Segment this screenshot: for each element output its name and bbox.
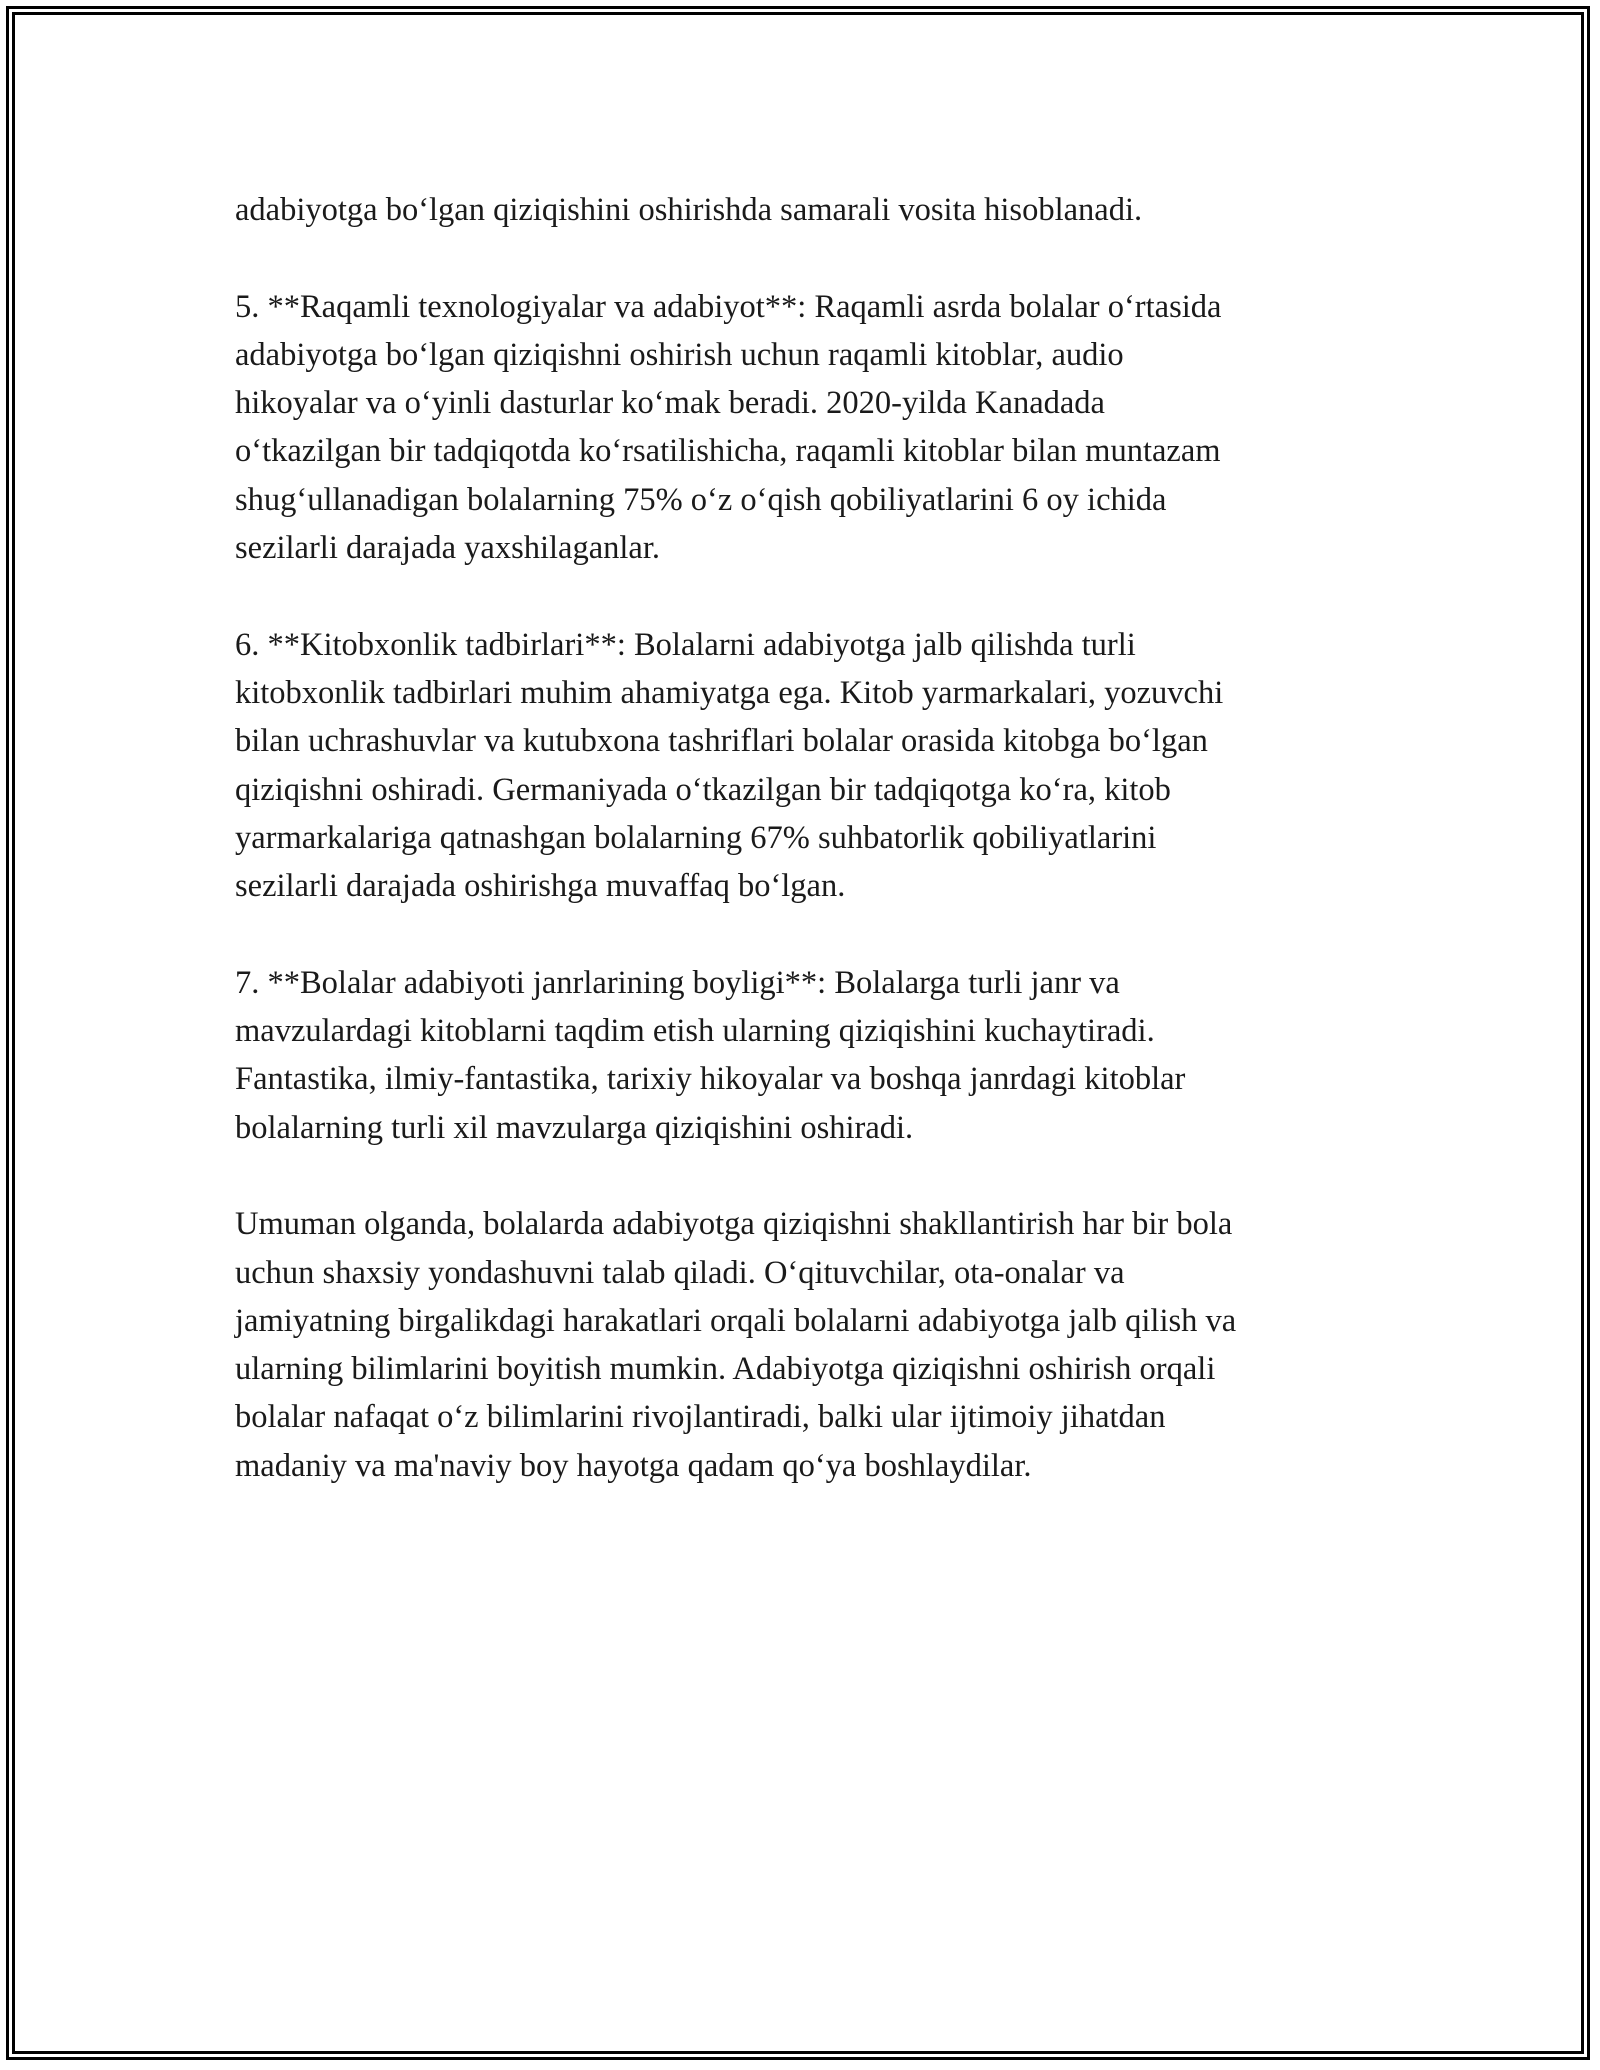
text-line: madaniy va ma'naviy boy hayotga qadam qo‘ya boshlaydilar. bbox=[235, 1447, 1032, 1484]
text-line: sezilarli darajada oshirishga muvaffaq bo‘lgan. bbox=[235, 868, 846, 905]
text-line: yarmarkalariga qatnashgan bolalarning 67% suhbatorlik qobiliyatlarini bbox=[235, 819, 1157, 856]
text-line: kitobxonlik tadbirlari muhim ahamiyatga ega. Kitob yarmarkalari, yozuvchi bbox=[235, 674, 1224, 711]
paragraph-genre-variety bbox=[235, 959, 1395, 1152]
text-line: uchun shaxsiy yondashuvni talab qiladi. O‘qituvchilar, ota-onalar va bbox=[235, 1254, 1125, 1291]
text-line: bolalarning turli xil mavzularga qiziqishini oshiradi. bbox=[235, 1109, 914, 1146]
text-line: 7. **Bolalar adabiyoti janrlarining boyligi**: Bolalarga turli janr va bbox=[235, 964, 1120, 1001]
text-line: bolalar nafaqat o‘z bilimlarini rivojlantiradi, balki ular ijtimoiy jihatdan bbox=[235, 1399, 1166, 1436]
text-line: bilan uchrashuvlar va kutubxona tashriflari bolalar orasida kitobga bo‘lgan bbox=[235, 723, 1208, 760]
text-line: shug‘ullanadigan bolalarning 75% o‘z o‘qish qobiliyatlarini 6 oy ichida bbox=[235, 481, 1167, 518]
text-line: 6. **Kitobxonlik tadbirlari**: Bolalarni adabiyotga jalb qilishda turli bbox=[235, 626, 1136, 663]
text-line: o‘tkazilgan bir tadqiqotda ko‘rsatilishicha, raqamli kitoblar bilan muntazam bbox=[235, 433, 1221, 470]
paragraph-digital-technology bbox=[235, 283, 1395, 573]
paragraph-reading-events bbox=[235, 621, 1395, 911]
text-line: Umuman olganda, bolalarda adabiyotga qiziqishni shakllantirish har bir bola bbox=[235, 1206, 1233, 1243]
text-line: Fantastika, ilmiy-fantastika, tarixiy hikoyalar va boshqa janrdagi kitoblar bbox=[235, 1061, 1186, 1098]
text-line: jamiyatning birgalikdagi harakatlari orqali bolalarni adabiyotga jalb qilish va bbox=[235, 1302, 1237, 1339]
text-line: hikoyalar va o‘yinli dasturlar ko‘mak beradi. 2020-yilda Kanadada bbox=[235, 385, 1105, 422]
text-line: adabiyotga bo‘lgan qiziqishini oshirishda samarali vosita hisoblanadi. bbox=[235, 192, 1143, 228]
document-body bbox=[235, 186, 1395, 1538]
paragraph-intro-tail bbox=[235, 186, 1395, 234]
text-line: 5. **Raqamli texnologiyalar va adabiyot**: Raqamli asrda bolalar o‘rtasida bbox=[235, 288, 1222, 325]
text-line: mavzulardagi kitoblarni taqdim etish ularning qiziqishini kuchaytiradi. bbox=[235, 1013, 1155, 1050]
text-line: adabiyotga bo‘lgan qiziqishni oshirish uchun raqamli kitoblar, audio bbox=[235, 336, 1124, 373]
text-line: qiziqishni oshiradi. Germaniyada o‘tkazilgan bir tadqiqotga ko‘ra, kitob bbox=[235, 771, 1171, 808]
text-line: sezilarli darajada yaxshilaganlar. bbox=[235, 530, 661, 567]
text-line: ularning bilimlarini boyitish mumkin. Adabiyotga qiziqishni oshirish orqali bbox=[235, 1351, 1216, 1388]
paragraph-conclusion bbox=[235, 1200, 1395, 1490]
